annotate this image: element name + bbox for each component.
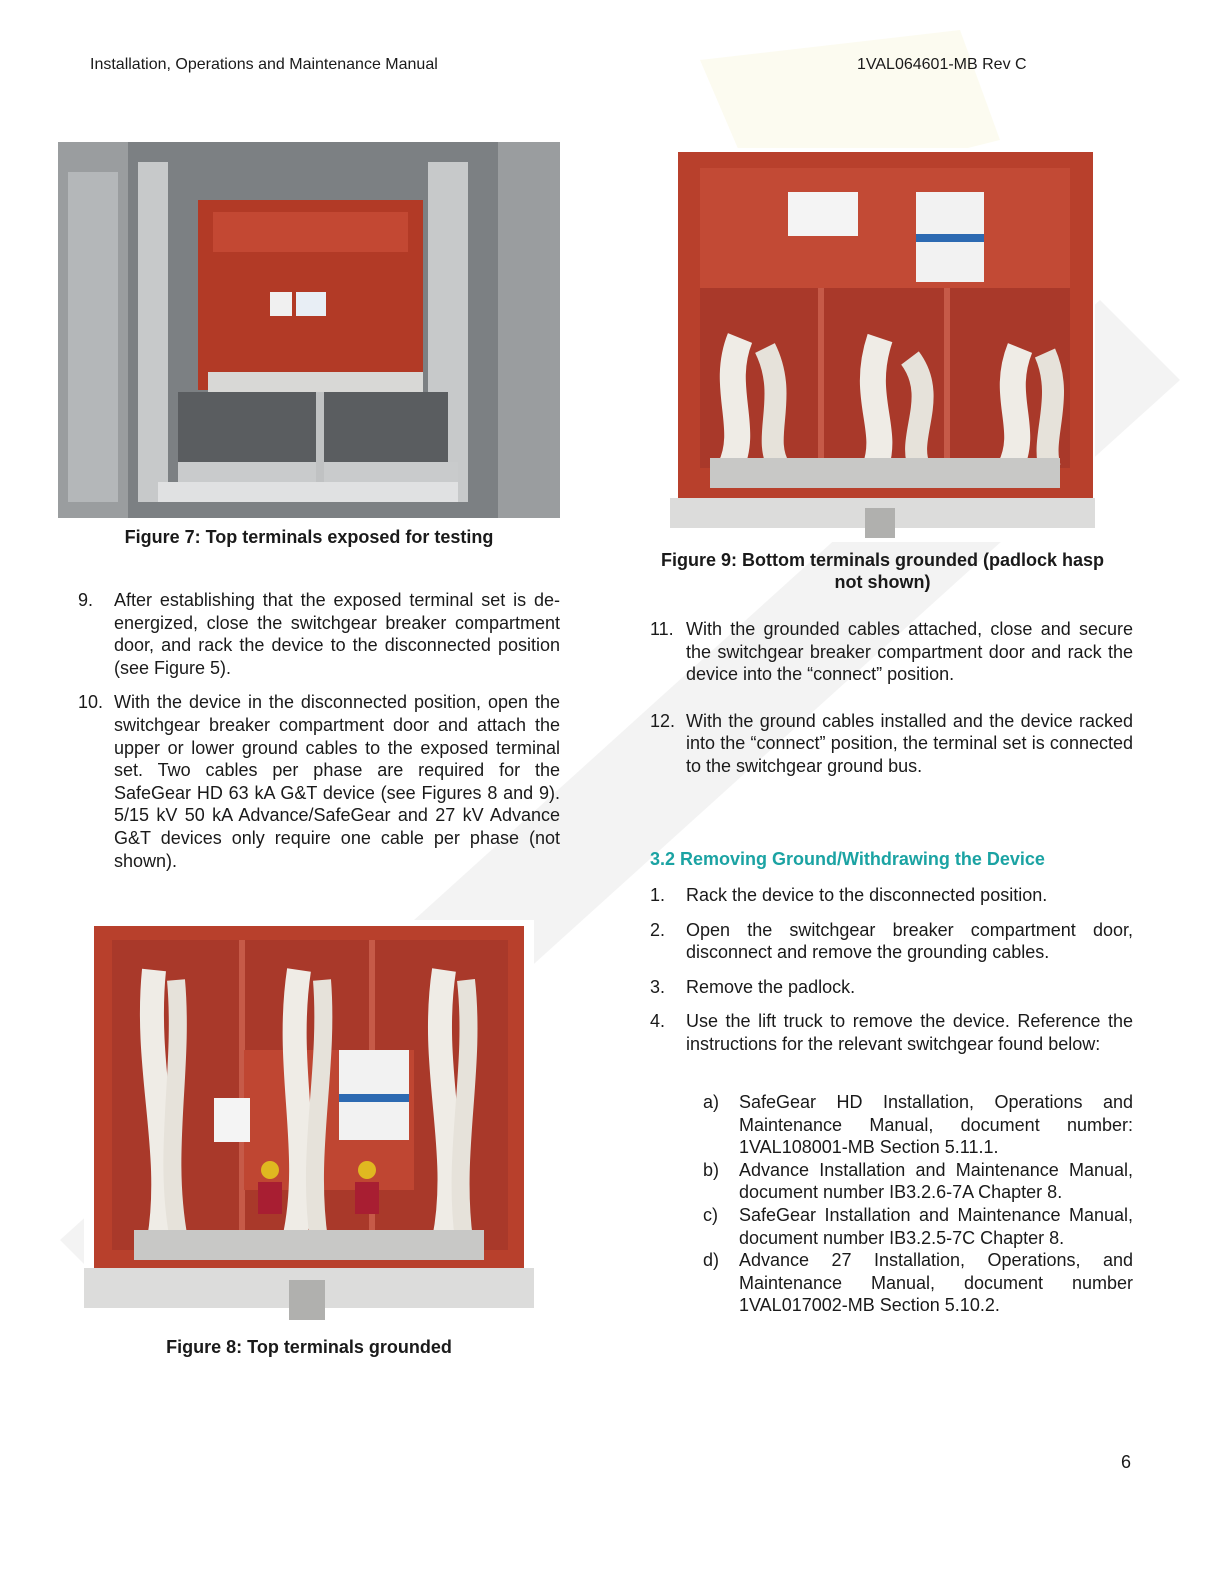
header-document-id: 1VAL064601-MB Rev C	[857, 56, 1027, 73]
list-item	[650, 618, 1133, 686]
substep-letter: a)	[703, 1092, 720, 1112]
figure-7-caption: Figure 7: Top terminals exposed for testing	[124, 527, 494, 547]
substep-letter: c)	[703, 1204, 718, 1225]
step-text: With the ground cables installed and the device racked into the “connect” position, the terminal set is connected to the switchgear ground bus.	[686, 710, 1133, 776]
step-text: Rack the device to the disconnected position.	[686, 885, 1048, 905]
header-manual-title: Installation, Operations and Maintenance Manual	[90, 56, 438, 73]
steps-right	[650, 618, 1133, 790]
figure-9-image	[670, 148, 1095, 542]
step-number: 12.	[650, 710, 676, 731]
page-number: 6	[1121, 1452, 1132, 1472]
substep-letter: b)	[703, 1159, 720, 1180]
figure-8-image	[84, 920, 534, 1330]
list-item	[650, 976, 1133, 999]
step-number: 4.	[650, 1011, 666, 1032]
section-title: 3.2 Removing Ground/Withdrawing the Device	[650, 849, 1045, 869]
figure-9-caption	[630, 549, 1135, 593]
steps-left	[78, 589, 560, 884]
figure-8-caption: Figure 8: Top terminals grounded	[166, 1337, 452, 1357]
list-item	[703, 1091, 1133, 1159]
section-substeps	[703, 1091, 1133, 1317]
list-item	[650, 884, 1133, 907]
step-number: 10.	[78, 692, 104, 713]
step-number: 11.	[650, 619, 674, 639]
substep-text: Advance Installation and Maintenance Manual, document number IB3.2.6-7A Chapter 8.	[739, 1159, 1133, 1203]
step-text: With the grounded cables attached, close and secure the switchgear breaker compartment door and rack the device into the “connect” position.	[686, 619, 1133, 685]
step-text: Remove the padlock.	[686, 976, 856, 997]
step-number: 1.	[650, 885, 666, 905]
step-text: Use the lift truck to remove the device. Reference the instructions for the relevant switchgear found below:	[686, 1011, 1133, 1054]
step-number: 9.	[78, 590, 94, 610]
step-text: After establishing that the exposed terminal set is de-energized, close the switchgear breaker compartment door, and rack the device to the disconnected position (see Figure 5).	[114, 590, 560, 678]
list-item	[703, 1204, 1133, 1249]
list-item	[650, 710, 1133, 778]
figure-9-caption-line-1: Figure 9: Bottom terminals grounded (padlock hasp	[660, 550, 1105, 570]
step-text: Open the switchgear breaker compartment door, disconnect and remove the grounding cables.	[686, 919, 1133, 963]
step-number: 3.	[650, 976, 666, 997]
substep-text: Advance 27 Installation, Operations, and Maintenance Manual, document number 1VAL017002-MB Section 5.10.2.	[739, 1250, 1133, 1316]
list-item	[650, 1010, 1133, 1055]
substep-letter: d)	[703, 1250, 720, 1271]
section-steps	[650, 884, 1133, 1068]
substep-text: SafeGear Installation and Maintenance Manual, document number IB3.2.5-7C Chapter 8.	[739, 1204, 1133, 1248]
list-item	[703, 1249, 1133, 1317]
step-number: 2.	[650, 919, 666, 940]
figure-9-caption-line-2: not shown)	[834, 572, 931, 592]
list-item	[78, 589, 560, 679]
substep-text: SafeGear HD Installation, Operations and Maintenance Manual, document number: 1VAL108001-MB Section 5.11.1.	[739, 1092, 1133, 1158]
step-text: With the device in the disconnected position, open the switchgear breaker compartment door and attach the upper or lower ground cables to the exposed terminal set. Two cables per phase are required for the SafeGear HD 63 kA G&T device (see Figures 8 and 9). 5/15 kV 50 kA Advance/SafeGear and 27 kV Advance G&T devices only require one cable per phase (not shown).	[114, 692, 560, 871]
figure-7-image	[58, 142, 560, 518]
list-item	[703, 1159, 1133, 1204]
list-item	[650, 919, 1133, 964]
list-item	[78, 691, 560, 872]
